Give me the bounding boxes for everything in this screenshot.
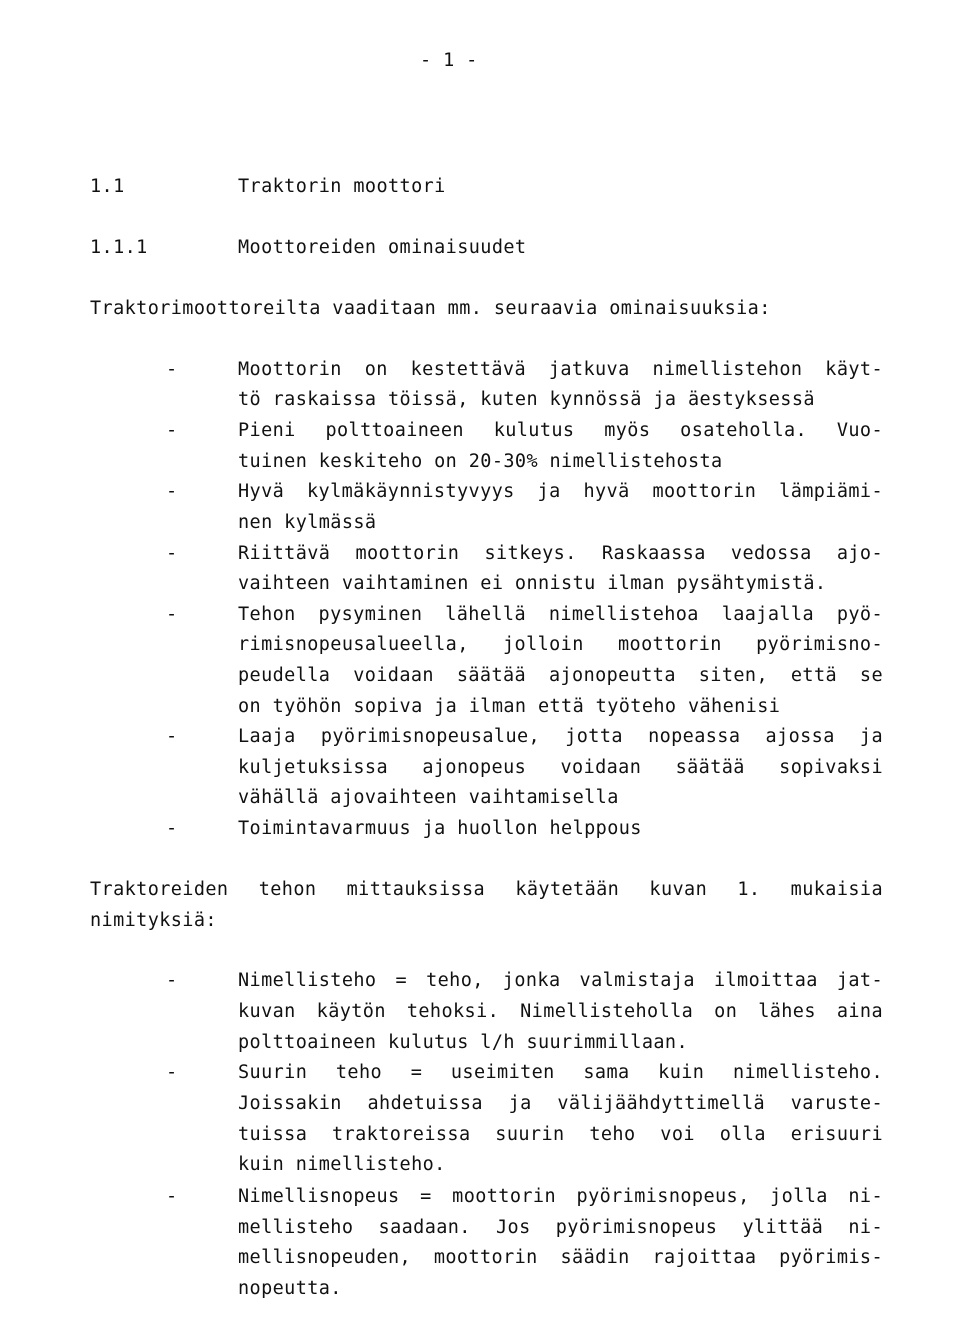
list-line: on työhön sopiva ja ilman että työteho vähenisi: [238, 696, 781, 717]
list-line: Suurin teho = useimiten sama kuin nimellisteho.: [238, 1062, 883, 1083]
list-line: kuin nimellisteho.: [238, 1154, 446, 1175]
list-dash: -: [166, 726, 178, 747]
list-dash: -: [166, 420, 178, 441]
section-number: 1.1: [90, 176, 125, 197]
list-line: vähällä ajovaihteen vaihtamisella: [238, 787, 619, 808]
list-line: nopeutta.: [238, 1278, 342, 1299]
list-line: Hyvä kylmäkäynnistyvyys ja hyvä moottorin lämpiämi-: [238, 481, 883, 502]
list-line: Tehon pysyminen lähellä nimellistehoa laajalla pyö-: [238, 604, 883, 625]
list-line: nen kylmässä: [238, 512, 377, 533]
list-line: kuvan käytön tehoksi. Nimellisteholla on lähes aina: [238, 1001, 883, 1022]
list-dash: -: [166, 1186, 178, 1207]
list-line: Toimintavarmuus ja huollon helppous: [238, 818, 642, 839]
list-line: vaihteen vaihtaminen ei onnistu ilman pysähtymistä.: [238, 573, 827, 594]
paragraph-line: nimityksiä:: [90, 910, 217, 931]
list-line: rimisnopeusalueella, jolloin moottorin pyörimisno-: [238, 634, 883, 655]
list-dash: -: [166, 359, 178, 380]
list-line: tuissa traktoreissa suurin teho voi olla erisuuri: [238, 1124, 883, 1145]
list-line: mellisteho saadaan. Jos pyörimisnopeus ylittää ni-: [238, 1217, 883, 1238]
paragraph-line: Traktoreiden tehon mittauksissa käytetään kuvan 1. mukaisia: [90, 879, 883, 900]
list-line: mellisnopeuden, moottorin säädin rajoittaa pyörimis-: [238, 1247, 883, 1268]
section-title: Moottoreiden ominaisuudet: [238, 237, 527, 258]
list-dash: -: [166, 818, 178, 839]
list-line: peudella voidaan säätää ajonopeutta siten, että se: [238, 665, 883, 686]
list-line: Nimellisnopeus = moottorin pyörimisnopeus, jolla ni-: [238, 1186, 883, 1207]
list-line: Joissakin ahdetuissa ja välijäähdyttimellä varuste-: [238, 1093, 883, 1114]
page-number: - 1 -: [420, 50, 478, 71]
list-line: tö raskaissa töissä, kuten kynnössä ja äestyksessä: [238, 389, 815, 410]
list-line: Nimellisteho = teho, jonka valmistaja ilmoittaa jat-: [238, 970, 883, 991]
list-dash: -: [166, 604, 178, 625]
section-title: Traktorin moottori: [238, 176, 446, 197]
list-dash: -: [166, 970, 178, 991]
list-dash: -: [166, 543, 178, 564]
list-line: Moottorin on kestettävä jatkuva nimellistehon käyt-: [238, 359, 883, 380]
section-number: 1.1.1: [90, 237, 148, 258]
list-dash: -: [166, 481, 178, 502]
list-line: Laaja pyörimisnopeusalue, jotta nopeassa ajossa ja: [238, 726, 883, 747]
list-line: kuljetuksissa ajonopeus voidaan säätää sopivaksi: [238, 757, 883, 778]
list-line: polttoaineen kulutus l/h suurimmillaan.: [238, 1032, 688, 1053]
intro-paragraph: Traktorimoottoreilta vaaditaan mm. seuraavia ominaisuuksia:: [90, 298, 771, 319]
list-line: tuinen keskiteho on 20-30% nimellistehosta: [238, 451, 723, 472]
list-line: Pieni polttoaineen kulutus myös osateholla. Vuo-: [238, 420, 883, 441]
list-dash: -: [166, 1062, 178, 1083]
list-line: Riittävä moottorin sitkeys. Raskaassa vedossa ajo-: [238, 543, 883, 564]
